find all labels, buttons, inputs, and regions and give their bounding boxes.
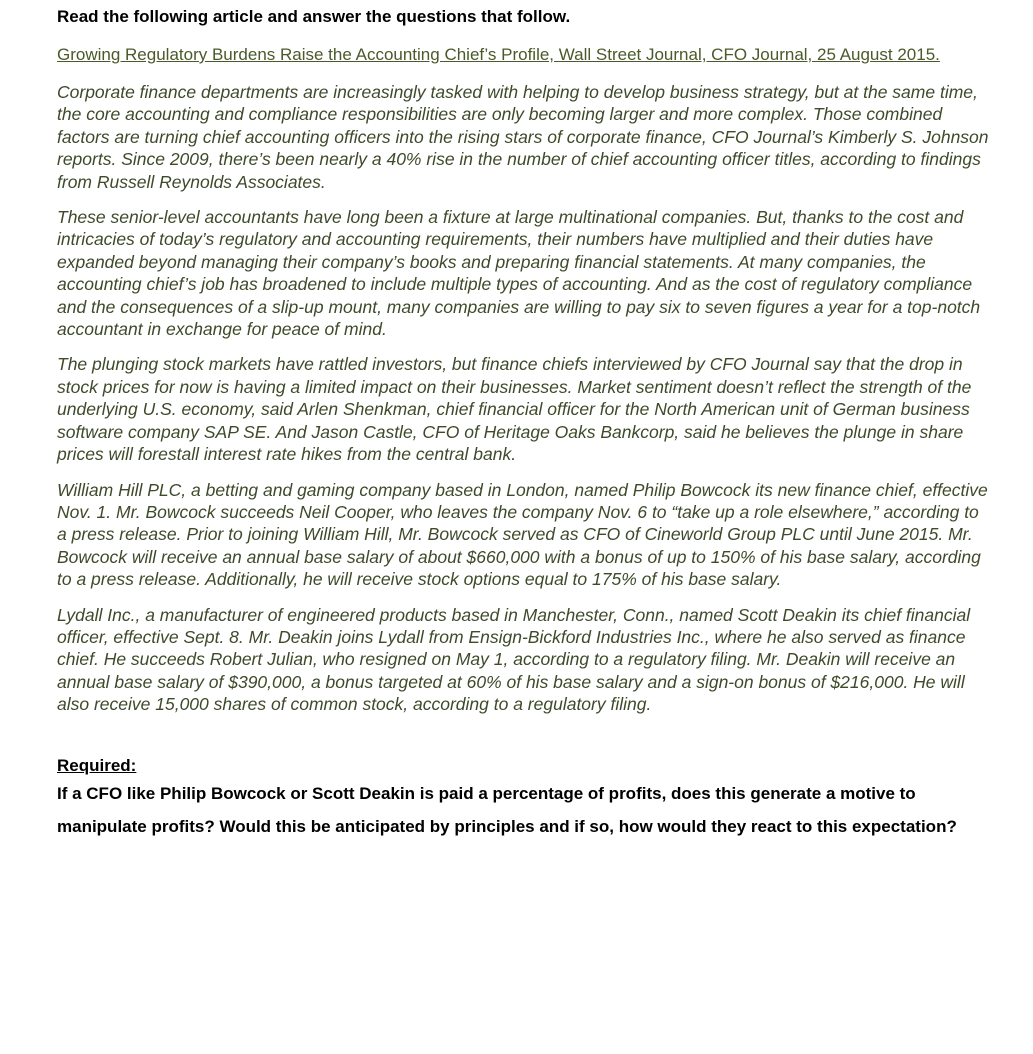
document-page (57, 6, 992, 843)
article-paragraph-5: Lydall Inc., a manufacturer of engineered products based in Manchester, Conn., named Scott Deakin its chief financial officer, effective Sept. 8. Mr. Deakin joins Lydall from Ensign-Bickford Industries Inc., where he also served as finance chief. He succeeds Robert Julian, who resigned on May 1, according to a regulatory filing. Mr. Deakin will receive an annual base salary of $390,000, a bonus targeted at 60% of his base salary and a sign-on bonus of $216,000. He will also receive 15,000 shares of common stock, according to a regulatory filing. (57, 604, 971, 715)
article-paragraph-1: Corporate finance departments are increasingly tasked with helping to develop business strategy, but at the same time, the core accounting and compliance responsibilities are only becoming larger and more complex. Those combined factors are turning chief accounting officers into the rising stars of corporate finance, CFO Journal’s Kimberly S. Johnson reports. Since 2009, there’s been nearly a 40% rise in the number of chief accounting officer titles, according to findings from Russell Reynolds Associates. (57, 82, 989, 192)
article-paragraph-2: These senior-level accountants have long been a fixture at large multinational companies. But, thanks to the cost and intricacies of today’s regulatory and accounting requirements, their numbers have multiplied and their duties have expanded beyond managing their company’s books and preparing financial statements. At many companies, the accounting chief’s job has broadened to include multiple types of accounting. And as the cost of regulatory compliance and the consequences of a slip-up mount, many companies are willing to pay six to seven figures a year for a top-notch accountant in exchange for peace of mind. (57, 207, 981, 340)
article-paragraph-4: William Hill PLC, a betting and gaming company based in London, named Philip Bowcock its new finance chief, effective Nov. 1. Mr. Bowcock succeeds Neil Cooper, who leaves the company Nov. 6 to “take up a role elsewhere,” according to a press release. Prior to joining William Hill, Mr. Bowcock served as CFO of Cineworld Group PLC until June 2015. Mr. Bowcock will receive an annual base salary of about $660,000 with a bonus of up to 150% of his base salary, according to a press release. Additionally, he will receive stock options equal to 175% of his base salary. (57, 479, 988, 590)
required-label: Required: (57, 755, 137, 775)
instructions-heading: Read the following article and answer the questions that follow. (57, 7, 571, 26)
article-source-link[interactable]: Growing Regulatory Burdens Raise the Accounting Chief’s Profile, Wall Street Journal, CFO Journal, 25 August 2015. (57, 45, 940, 64)
required-section (57, 755, 992, 843)
article-body (57, 81, 992, 716)
required-question: If a CFO like Philip Bowcock or Scott Deakin is paid a percentage of profits, does this generate a motive to manipulate profits? Would this be anticipated by principles and if so, how would they react to this expectation? (57, 783, 957, 836)
article-paragraph-3: The plunging stock markets have rattled investors, but finance chiefs interviewed by CFO Journal say that the drop in stock prices for now is having a limited impact on their businesses. Market sentiment doesn’t reflect the strength of the underlying U.S. economy, said Arlen Shenkman, chief financial officer for the North American unit of German business software company SAP SE. And Jason Castle, CFO of Heritage Oaks Bankcorp, said he believes the plunge in share prices will forestall interest rate hikes from the central bank. (57, 354, 972, 465)
section-spacer (57, 729, 992, 755)
